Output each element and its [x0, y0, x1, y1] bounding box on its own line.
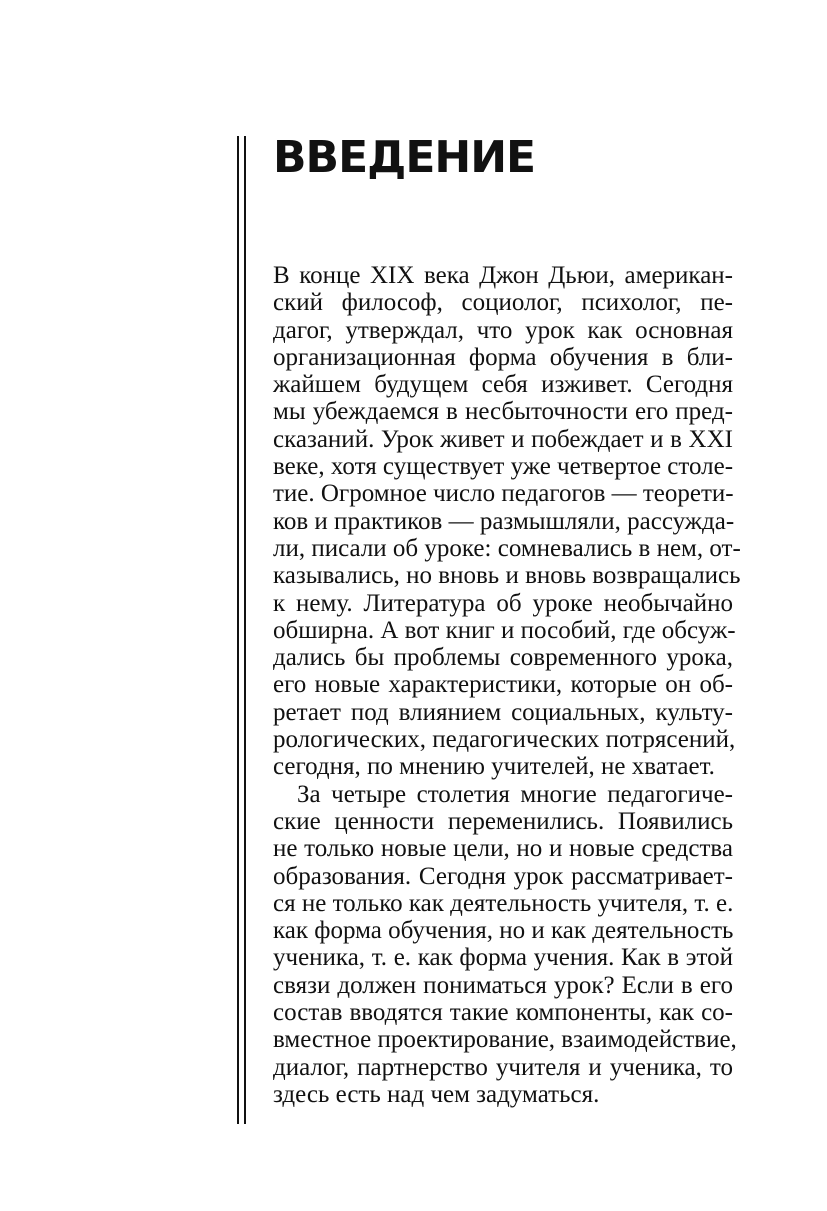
text-line: организационная форма обучения в бли-	[273, 343, 733, 371]
text-line: обширна. А вот книг и пособий, где обсуж-	[273, 616, 736, 644]
text-line: ся не только как деятельность учителя, т. е.	[273, 889, 734, 917]
text-line: рологических, педагогических потрясений,	[273, 726, 736, 754]
text-line: дагог, утверждал, что урок как основная	[273, 316, 733, 344]
text-line: состав вводятся такие компоненты, как со-	[273, 999, 733, 1027]
text-line: мы убеждаемся в несбыточности его пред-	[273, 398, 733, 426]
text-line: ли, писали об уроке: сомневались в нем, от-	[273, 534, 741, 562]
text-line: сказаний. Урок живет и побеждает и в XXI	[273, 425, 733, 453]
text-line: образования. Сегодня урок рассматривает-	[273, 862, 733, 890]
text-line: ученика, т. е. как форма учения. Как в этой	[273, 944, 733, 972]
text-line: здесь есть над чем задуматься.	[273, 1080, 600, 1108]
text-line: вместное проектирование, взаимодействие,	[273, 1026, 737, 1054]
text-line: не только новые цели, но и новые средства	[273, 835, 733, 863]
margin-rule-right	[244, 136, 246, 1124]
paragraph-1	[273, 262, 741, 781]
text-line: В конце XIX века Джон Дьюи, американ-	[273, 262, 733, 289]
chapter-title: ВВЕДЕНИЕ	[273, 132, 536, 183]
text-line: ретает под влиянием социальных, культу-	[273, 698, 733, 726]
text-line: сегодня, по мнению учителей, не хватает.	[273, 753, 715, 781]
text-line: к нему. Литература об уроке необычайно	[273, 589, 733, 617]
text-line: казывались, но вновь и вновь возвращались	[273, 562, 741, 590]
text-line: дались бы проблемы современного урока,	[273, 644, 733, 672]
text-line: жайшем будущем себя изживет. Сегодня	[273, 371, 733, 399]
text-line: ский философ, социолог, психолог, пе-	[273, 289, 733, 317]
text-line: как форма обучения, но и как деятельность	[273, 917, 734, 945]
text-line: ские ценности переменились. Появились	[273, 807, 733, 835]
text-line: диалог, партнерство учителя и ученика, то	[273, 1053, 733, 1081]
text-line: ков и практиков — размышляли, рассужда-	[273, 507, 735, 535]
text-line: связи должен пониматься урок? Если в его	[273, 971, 733, 999]
text-line: За четыре столетия многие педагогиче-	[297, 780, 733, 808]
text-line: тие. Огромное число педагогов — теорети-	[273, 480, 734, 508]
text-line: веке, хотя существует уже четвертое столе-	[273, 453, 734, 481]
paragraph-2	[273, 780, 737, 1109]
text-line: его новые характеристики, которые он об-	[273, 671, 733, 699]
body-text	[273, 262, 741, 1108]
margin-rule-left	[237, 136, 239, 1124]
